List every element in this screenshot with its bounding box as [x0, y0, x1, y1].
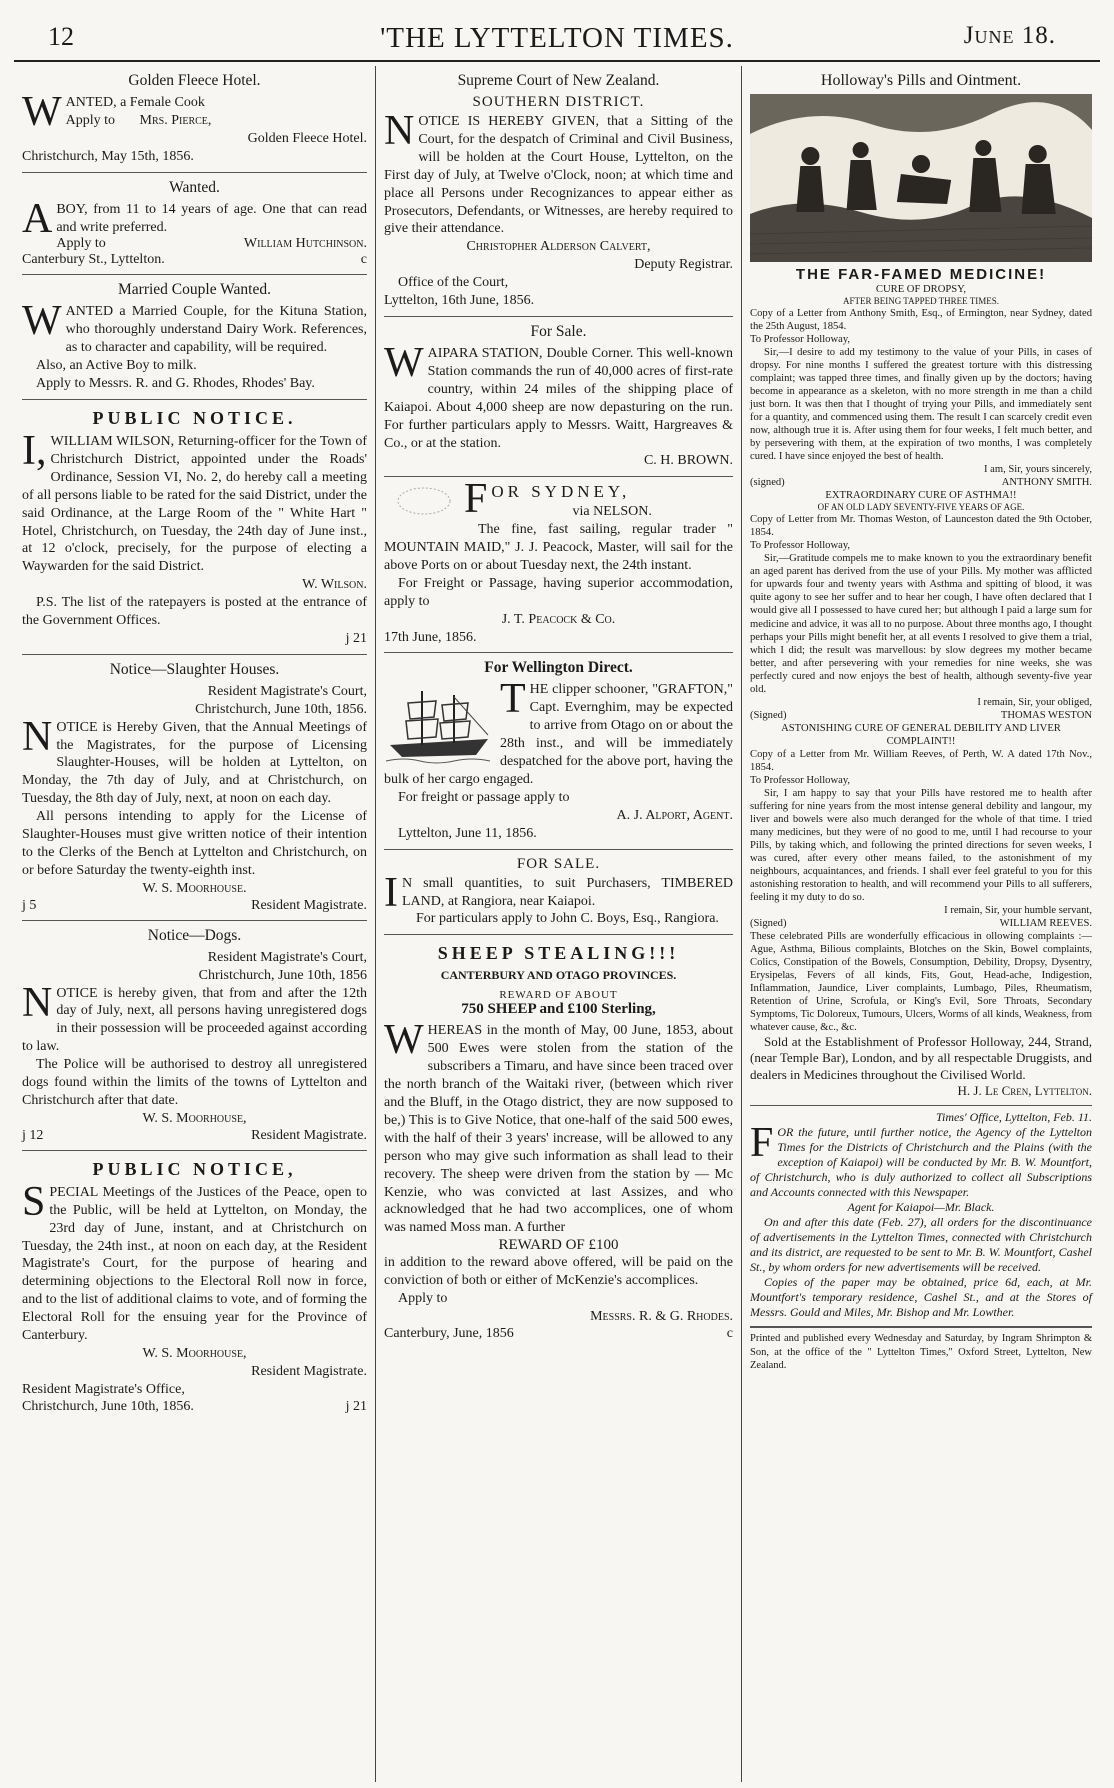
ad-title: Notice—Dogs. [147, 926, 242, 944]
ad-title: Notice—Slaughter Houses. [109, 660, 280, 678]
signature: W. Wilson. [302, 577, 367, 593]
ad-paragraph: For freight or passage apply to [398, 789, 570, 805]
engraving-illustration-icon [750, 94, 1092, 262]
page-number: 12 [48, 22, 74, 51]
signed-label: (Signed) [750, 917, 787, 929]
apply-label: Apply to [56, 236, 106, 252]
column-3 [742, 66, 1100, 1782]
letter-salutation: To Professor Holloway, [750, 334, 851, 346]
ad-date: Christchurch, June 10th, 1856. [195, 701, 367, 717]
signature: W. S. Moorhouse, [142, 1345, 247, 1361]
letter-body: Sir, I am happy to say that your Pills have restored me to health after suffering for nine years from the most intense general debility and langour, my liver and bowels were also much deranged for the whole of that time. I tried many medicines, but they were of no good to me, until I had recourse to your Pills, by taking which, and following the printed directions for seven weeks, I was cured, after every other means failed, to the astonishment of my neighbours, acquaintances, and friends. I shall ever feel grateful to you for this astonishing restoration to health, and will recommend your Pills to all sufferers, feeling it my duty to do so. [750, 787, 1092, 903]
contact-name: Mrs. Pierce, [139, 112, 212, 128]
ad-mark: j 21 [345, 630, 367, 646]
ad-paragraph: All persons intending to apply for the License of Slaughter-Houses must give written notice of their intention to the Clerks of the Bench at Lyttelton and Christchurch, on or before Saturday the twenty-eighth inst. [22, 809, 367, 878]
ad-paragraph: in addition to the reward above offered, will be paid on the conviction of both or either of McKenzie's accomplices. [384, 1255, 733, 1289]
letter-intro: Copy of a Letter from Anthony Smith, Esq., of Ermington, near Sydney, dated the 25th August, 1854. [750, 308, 1092, 333]
agent-signature: H. J. Le Cren, Lyttelton. [957, 1082, 1092, 1098]
hotel-name: Golden Fleece Hotel. [247, 130, 367, 146]
ad-body: The fine, fast sailing, regular trader " MOUNTAIN MAID," J. J. Peacock, Master, will sail for the above Ports on or about Tuesday next, the 24th instant. [384, 522, 733, 573]
ad-subheading: ASTONISHING CURE OF GENERAL DEBILITY AND LIVER COMPLAINT!! [781, 722, 1061, 747]
ad-slaughter-houses [22, 655, 367, 921]
ad-public-notice-wilson [22, 400, 367, 655]
column-1 [14, 66, 376, 1782]
ad-paragraph: Copies of the paper may be obtained, price 6d, each, at Mr. Mountfort's temporary residence, Cashel St., and at the Stores of Messrs. Gould and Miles, Mr. Bishop and Mr. Lowther. [750, 1275, 1092, 1320]
ad-title: PUBLIC NOTICE, [92, 1158, 297, 1179]
ad-for-sale-land [384, 850, 733, 936]
ad-wanted-boy [22, 173, 367, 276]
court-line: Resident Magistrate's Court, [207, 683, 367, 699]
signature: J. T. Peacock & Co. [501, 611, 616, 627]
ad-for-sydney [384, 477, 733, 653]
ad-paragraph: On and after this date (Feb. 27), all orders for the discontinuance of advertisements in the Lyttelton Times, connected with Christchurch and its district, are requested to be sent to Mr. B. W. Mountfort, Cashel St., by whom orders for new advertisements will be received. [750, 1215, 1092, 1275]
ad-dogs [22, 921, 367, 1151]
column-2 [376, 66, 742, 1782]
reward-amount: 750 SHEEP and £100 Sterling, [461, 1001, 656, 1018]
court-line: Resident Magistrate's Court, [207, 949, 367, 965]
drop-cap: N [384, 108, 415, 154]
ad-body: HEREAS in the month of May, 00 June, 1853, about 500 Ewes were stolen from the station of the subscribers a Timaru, and have since been traced over the north branch of the Waitaki river, (between which river and the Bluff, in the Otago district, they are now supposed to be,) This is to Give Notice, that one-half of the said 500 ewes, with the half of their 3 years' increase, will be allowed to any person who may give such information as shall lead to their recovery. The sheep were driven from the station by — Mc Kenzie, who was convicted at last Assizes, and who acknowledged that he had two accomplices, one of whom was named Moss man. A further [384, 1023, 733, 1236]
ad-body: BOY, from 11 to 14 years of age. One that can read and write preferred. [56, 201, 367, 235]
ad-subheading: OF AN OLD LADY SEVENTY-FIVE YEARS OF AGE. [817, 502, 1025, 513]
ad-mark: j 21 [345, 1398, 367, 1414]
letter-signature: THOMAS WESTON [1000, 709, 1092, 721]
letter-body: Sir,—Gratitude compels me to make known to you the extraordinary benefit an aged parent has derived from the use of your Pills. My mother was afflicted for upwards four and twenty years with Asthma and spitting of blood, it was quite agony to see her suffer and to hear her cough, I have often declared that I would give all I possessed to have cured her; but although I paid a large sum for medicine and advice, it was all to no purpose. About three months ago, I thought perhaps your Pills might benefit her, at all events I resolved to give them a trial, which I did; the result was marvellous: by slow degrees my mother became better, and after persevering with your remedies for nine weeks, she was perfectly cured and now enjoys the best of health, although seventy-five year old. [750, 553, 1092, 695]
signed-label: (Signed) [750, 709, 787, 721]
letter-body: Sir,—I desire to add my testimony to the value of your Pills, in cases of dropsy. For nine months I suffered the greatest torture with this distressing complaint; was tapped three times, and finally given up by the doctors; having become in appearance as a skeleton, with no more strength in me than a child just born. It was then that I thought of trying your Pills, and immediately sent for a quantity, and commenced using them. The result I can scarcely credit even now, although true it is. After using them for four weeks, I felt much better, and by persevering with them, at the expiration of two months, I was completely cured. I have since enjoyed the best of health. [750, 347, 1092, 463]
ad-date: Christchurch, May 15th, 1856. [22, 148, 194, 164]
ad-supreme-court [384, 66, 733, 317]
ad-headline: OR SYDNEY, [491, 482, 631, 502]
signature: Christopher Alderson Calvert, [466, 239, 651, 255]
ad-title: Supreme Court of New Zealand. [457, 72, 660, 89]
letter-close: I remain, Sir, your humble servant, [944, 904, 1092, 916]
ad-holloways-pills [750, 66, 1092, 1106]
ship-icon [384, 683, 494, 769]
signed-label: (signed) [750, 477, 785, 489]
ad-mark: j 5 [22, 897, 37, 913]
ad-wellington-direct [384, 653, 733, 849]
letter-intro: Copy of a Letter from Mr. William Reeves, of Perth, W. A dated 17th Nov., 1854. [750, 748, 1092, 773]
letter-close: I remain, Sir, your obliged, [977, 696, 1092, 708]
reward-amount-2: REWARD OF £100 [498, 1237, 619, 1254]
office-line: Resident Magistrate's Office, [22, 1381, 185, 1397]
ad-title: Holloway's Pills and Ointment. [820, 72, 1022, 89]
signature: W. S. Moorhouse, [142, 1110, 247, 1126]
ad-body: PECIAL Meetings of the Justices of the Peace, open to the Public, will be held at Lyttelton, on Monday, the 23rd day of June, instant, and at Christchurch on Tuesday, the 24th inst., at noon on each day, at the Resident Magistrate's Court, for the purpose of hearing and determining objections to the Electoral Roll now in force, and to the list of additional claims to vote, and of forming the Electoral Roll for the ensuing year for the Province of Canterbury. [22, 1184, 367, 1344]
apply-label: Apply to [398, 1291, 448, 1307]
ad-date: Lyttelton, June 11, 1856. [398, 825, 537, 841]
ad-body: HE clipper schooner, "GRAFTON," Capt. Evernghim, may be expected to arrive from Otago on or about the 28th inst., and will be immediately despatched for the above port, having the bulk of her cargo engaged. [384, 682, 733, 787]
signature-role: Resident Magistrate. [251, 897, 367, 913]
ad-title: Wanted. [169, 178, 220, 196]
ad-date: Christchurch, June 10th, 1856 [198, 967, 367, 983]
drop-cap: W [384, 1017, 424, 1064]
drop-cap: N [22, 713, 53, 760]
ad-date: Christchurch, June 10th, 1856. [22, 1398, 194, 1414]
ad-title: SHEEP STEALING!!! [437, 943, 680, 964]
ad-subheading: CURE OF DROPSY, [875, 284, 967, 295]
drop-cap: F [750, 1120, 774, 1167]
contact-address: Canterbury St., Lyttelton. [22, 252, 165, 268]
ad-title: Married Couple Wanted. [118, 281, 271, 299]
ad-body: WILLIAM WILSON, Returning-officer for the Town of Christchurch District, appointed under the Roads' Ordinance, Session VI, No. 2, do hereby call a meeting of all persons liable to be rated for the said District, under the said Ordinance, at the Large Room of the " White Hart " Hotel, Christchurch, on Tuesday, the 24th day of June inst., at 12 o'clock, precisely, for the purpose of electing a Waywarden for the said District. [22, 433, 367, 575]
letter-signature: WILLIAM REEVES. [999, 917, 1092, 929]
ad-married-couple [22, 275, 367, 400]
ad-body: ANTED, a Female Cook [65, 95, 205, 110]
drop-cap: I, [22, 427, 47, 474]
columns [14, 66, 1100, 1782]
apply-label: Apply to [65, 112, 116, 128]
reward-label: REWARD OF ABOUT [499, 989, 618, 1002]
ad-title: PUBLIC NOTICE. [92, 407, 297, 428]
signature: Messrs. R. & G. Rhodes. [590, 1308, 733, 1324]
masthead [14, 0, 1100, 62]
ad-subheading: AFTER BEING TAPPED THREE TIMES. [842, 296, 1000, 307]
stamp-mark-icon [384, 481, 464, 521]
ad-public-notice-justices [22, 1151, 367, 1421]
postscript: P.S. The list of the ratepayers is posted at the entrance of the Government Offices. [22, 595, 367, 629]
ad-paragraph: For particulars apply to John C. Boys, Esq., Rangiora. [416, 911, 719, 927]
ad-date: 17th June, 1856. [384, 629, 477, 645]
ad-body: N small quantities, to suit Purchasers, TIMBERED LAND, at Rangiora, near Kaiapoi. [402, 875, 733, 909]
drop-cap: N [22, 979, 53, 1026]
ad-headline: THE FAR-FAMED MEDICINE! [795, 266, 1047, 283]
ad-date: Lyttelton, 16th June, 1856. [384, 293, 535, 309]
ad-title: Golden Fleece Hotel. [128, 72, 261, 89]
office-line: Office of the Court, [398, 275, 509, 291]
ad-body: OTICE IS HEREBY GIVEN, that a Sitting of the Court, for the despatch of Criminal and Civil Business, will be holden at the Court House, Lyttelton, on the First day of July, at Twelve o'Clock, noon; at which time and place all Persons under Recognizances to appear either as Prosecutors, Defendants, or Witnesses, are hereby required to give their attendance. [384, 114, 733, 237]
drop-cap: W [384, 339, 424, 386]
ad-date: Canterbury, June, 1856 [384, 1325, 514, 1341]
ad-body: OR the future, until further notice, the Agency of the Lyttelton Times for the Districts of Christchurch and the Plains (with the exception of Kaiapoi) will be conducted by Mr. B. W. Mountfort, of Christchurch, who is duly authorized to collect all Subscriptions and Accounts connected with this Newspaper. [750, 1125, 1092, 1200]
letter-intro: Copy of Letter from Mr. Thomas Weston, of Launceston dated the 9th October, 1854. [750, 514, 1092, 539]
ad-subtitle: via NELSON. [572, 504, 652, 520]
ad-subtitle: CANTERBURY AND OTAGO PROVINCES. [440, 968, 677, 983]
ad-body: ANTED a Married Couple, for the Kituna Station, who thoroughly understand Dairy Work. References, as to character and capability, will be required. [65, 304, 367, 356]
issue-date: June 18. [963, 22, 1056, 49]
ad-paragraph: The Police will be authorised to destroy all unregistered dogs found within the limits of the towns of Lyttelton and Christchurch after that date. [22, 1057, 367, 1108]
ad-body: OTICE is hereby given, that from and after the 12th day of July, next, all persons having unregistered dogs in their possession will be proceeded against according to law. [22, 985, 367, 1055]
imprint-text: Printed and published every Wednesday and Saturday, by Ingram Shrimpton & Son, at the office of the " Lyttelton Times," Oxford Street, Lyttelton, New Zealand. [750, 1333, 1092, 1371]
ad-waipara-station [384, 317, 733, 477]
drop-cap: W [22, 89, 62, 135]
signature-role: Deputy Registrar. [634, 257, 733, 273]
contact-name: William Hutchinson. [243, 236, 367, 252]
signature: A. J. Alport, Agent. [616, 807, 733, 823]
printer-imprint [750, 1327, 1092, 1377]
drop-cap: T [500, 676, 526, 723]
ad-title: For Sale. [530, 322, 587, 340]
ad-mark: c [360, 252, 367, 268]
sold-at: Sold at the Establishment of Professor Holloway, 244, Strand, (near Temple Bar), London, and by all respectable Druggists, and dealers in Medicines throughout the Civilised World. [750, 1034, 1092, 1082]
newspaper-title: 'THE LYTTELTON TIMES. [380, 22, 734, 54]
agent-line: Agent for Kaiapoi—Mr. Black. [847, 1200, 995, 1215]
drop-cap: A [22, 195, 53, 242]
ad-body: OTICE is Hereby Given, that the Annual Meetings of the Magistrates, for the purpose of Licensing Slaughter-Houses, will be holden at Lyttelton, on Monday, the 7th day of July, and at Christchurch, on Tuesday, the 8th day of July, next, at noon on each day. [22, 719, 367, 807]
complaints-list: These celebrated Pills are wonderfully efficacious in ollowing complaints :— Ague, Asthma, Bilious complaints, Blotches on the Skin, Bowel complaints, Colics, Constipation of the Bowels, Consumption, Debility, Dropsy, Dysentry, Erysipelas, Fevers of all kinds, Fits, Gout, Head-ache, Indigestion, Inflammation, Jaundice, Liver complaints, Lumbago, Piles, Rheumatism, Retention of Urine, Scrofula, or King's Evil, Sore Throats, Secondary Symptoms, Tic Doloreux, Tumours, Ulcers, Worms of all kinds, Weakness, from whatever cause, &c., &c. [750, 930, 1092, 1033]
letter-signature: ANTHONY SMITH. [1001, 477, 1092, 489]
office-line: Times' Office, Lyttelton, Feb. 11. [936, 1109, 1092, 1124]
signature-role: Resident Magistrate. [251, 1127, 367, 1143]
ad-body: AIPARA STATION, Double Corner. This well-known Station commands the run of 40,000 acres of first-rate country, within 24 miles of the shipping place of Kaiapoi. About 4,000 sheep are now depasturing on the run. For further particulars apply to Messrs. Waitt, Hargreaves & Co., or at the station. [384, 345, 733, 451]
signature-role: Resident Magistrate. [251, 1363, 367, 1379]
drop-cap: W [22, 298, 62, 345]
letter-salutation: To Professor Holloway, [750, 540, 851, 552]
ad-title: FOR SALE. [516, 855, 601, 872]
ad-golden-fleece [22, 66, 367, 173]
ad-mark: c [726, 1325, 733, 1341]
drop-cap: I [384, 869, 398, 916]
ad-paragraph: Also, an Active Boy to milk. [36, 358, 197, 374]
signature: W. S. Moorhouse. [142, 880, 247, 896]
letter-salutation: To Professor Holloway, [750, 774, 851, 786]
drop-cap: S [22, 1178, 46, 1225]
signature: C. H. BROWN. [643, 453, 733, 469]
letter-close: I am, Sir, yours sincerely, [983, 464, 1092, 476]
ad-times-office [750, 1106, 1092, 1328]
ad-paragraph: Apply to Messrs. R. and G. Rhodes, Rhodes' Bay. [36, 376, 315, 392]
ad-subtitle: SOUTHERN DISTRICT. [472, 94, 645, 110]
drop-cap: F [464, 476, 488, 523]
ad-subheading: EXTRAORDINARY CURE OF ASTHMA!! [825, 490, 1017, 502]
ad-title: For Wellington Direct. [484, 659, 633, 677]
ad-sheep-stealing [384, 935, 733, 1348]
ad-paragraph: For Freight or Passage, having superior accommodation, apply to [384, 575, 733, 609]
ad-mark: j 12 [22, 1127, 44, 1143]
